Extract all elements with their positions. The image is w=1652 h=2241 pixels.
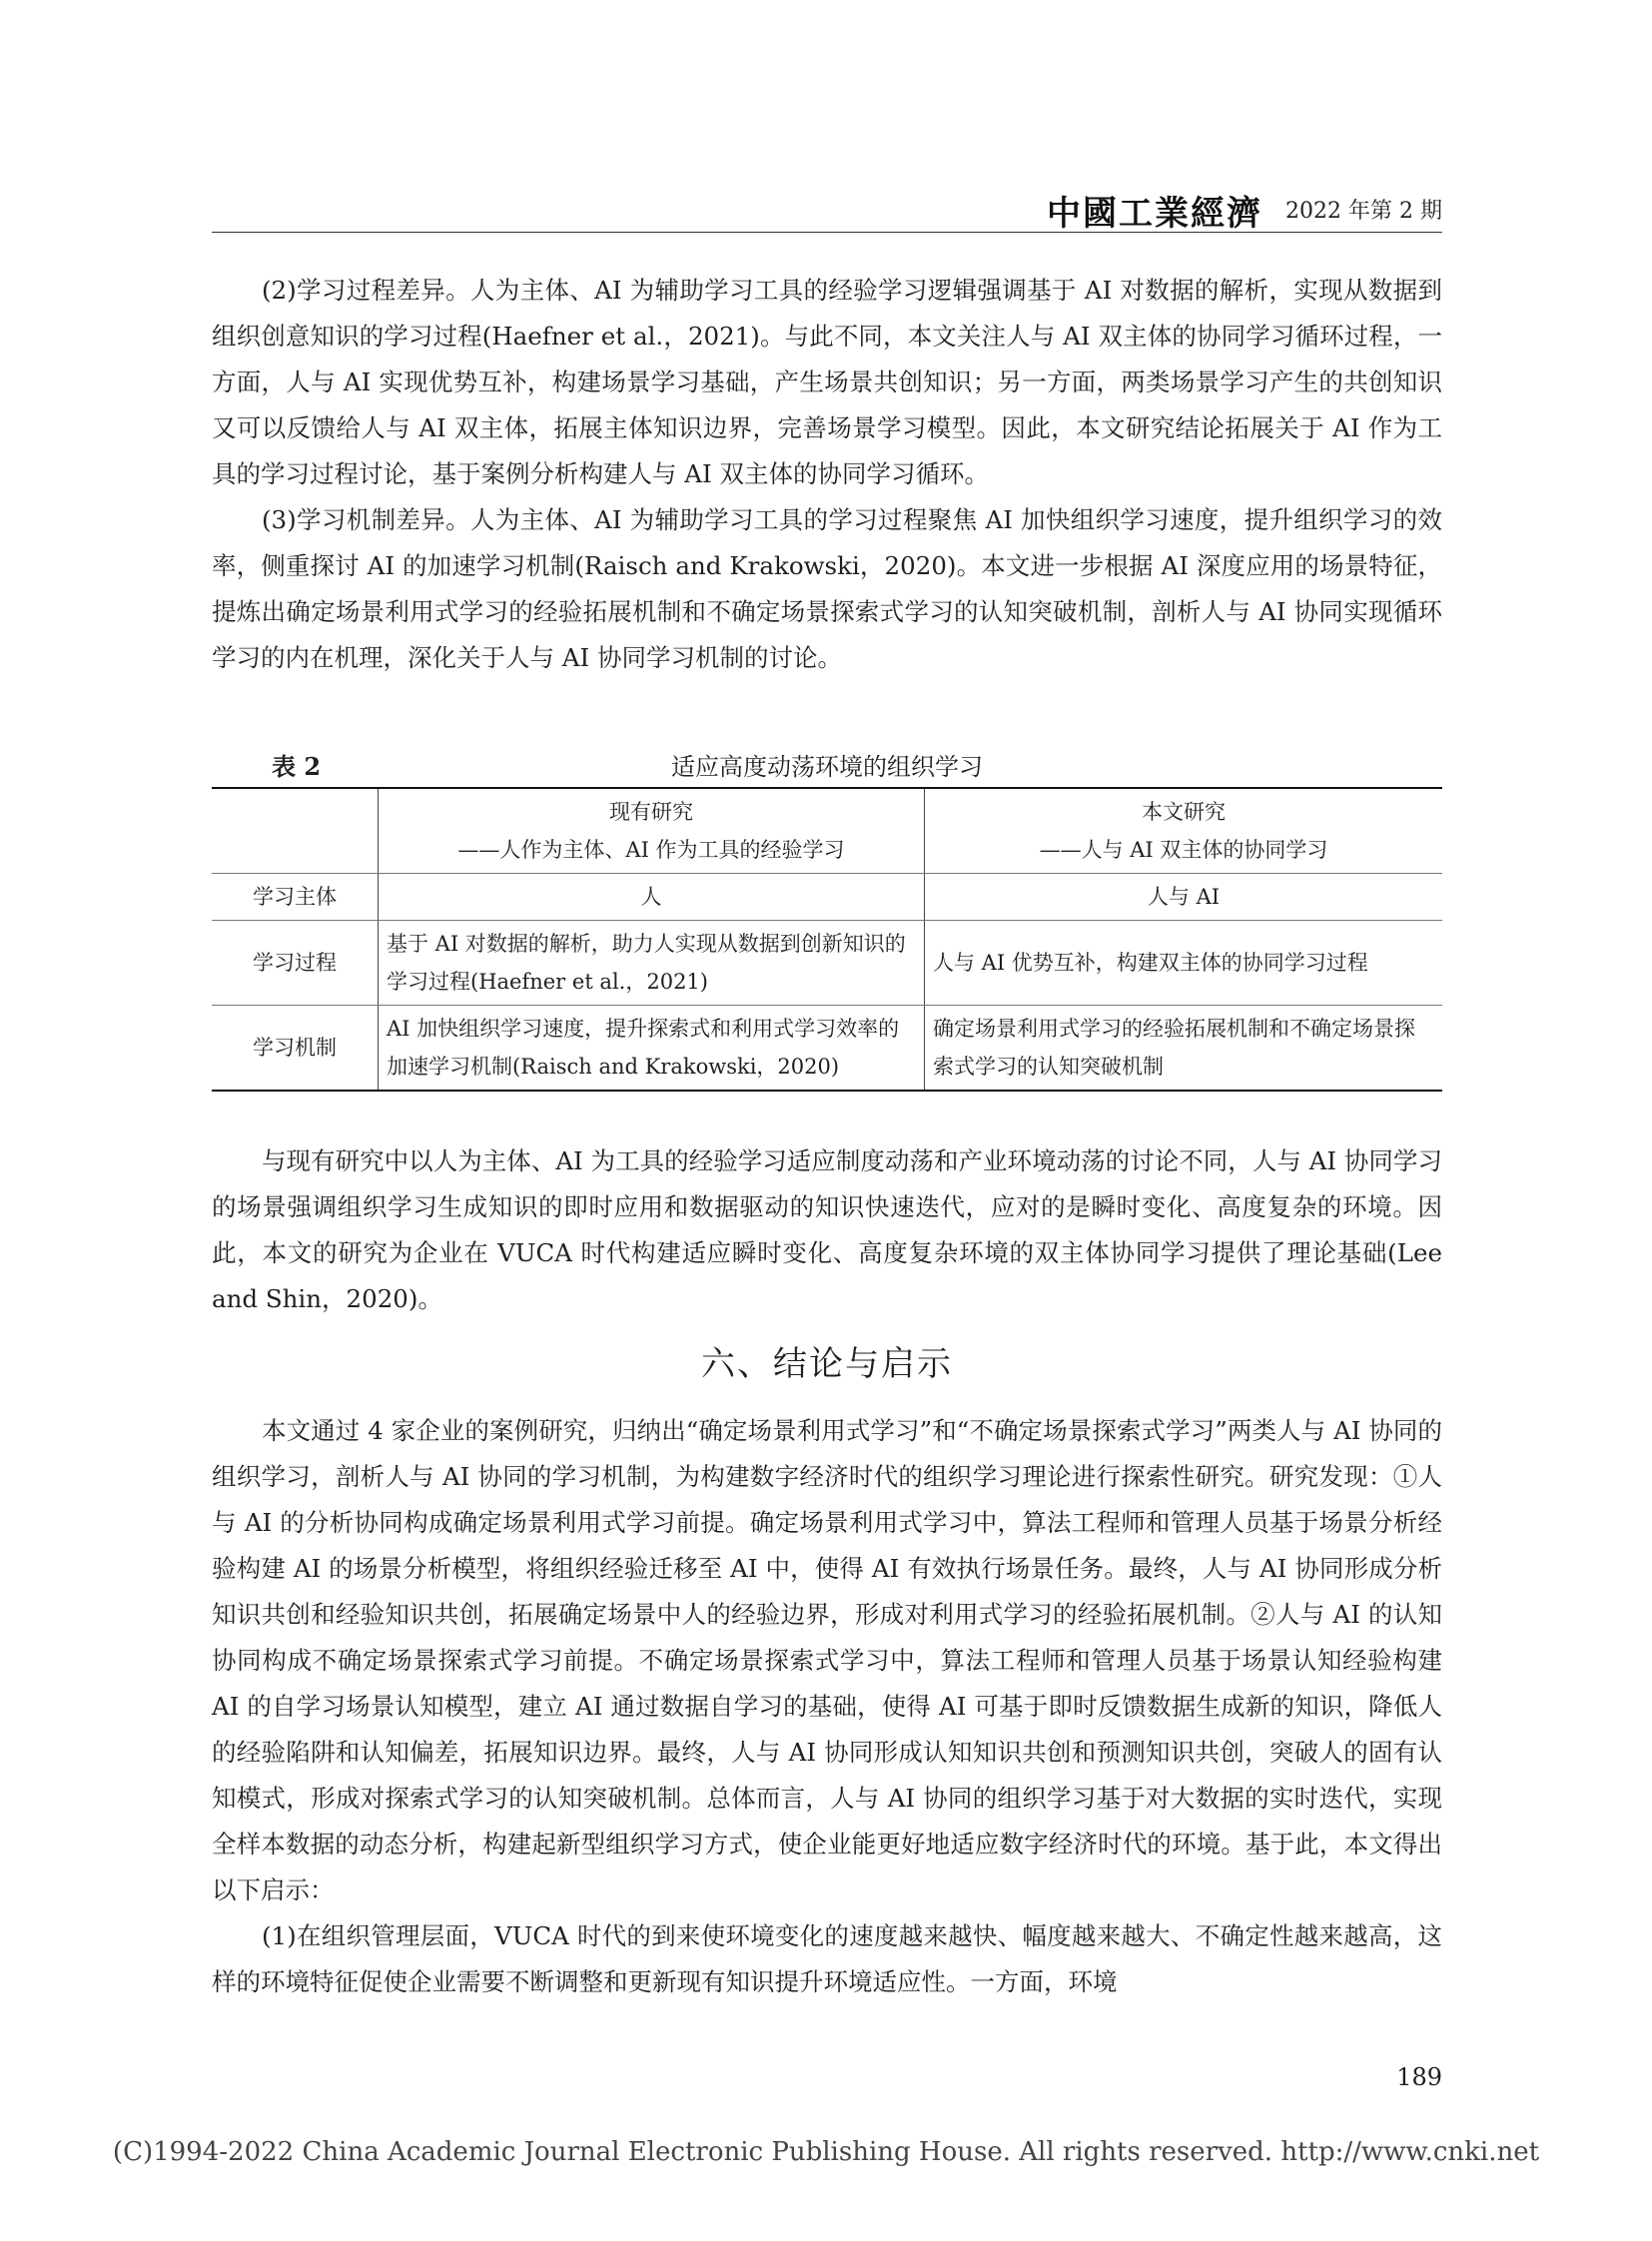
issue-label: 2022 年第 2 期 (1285, 199, 1442, 224)
cell-existing: 人 (379, 874, 925, 921)
row-label: 学习过程 (212, 921, 379, 1006)
table-number: 表 2 (272, 752, 322, 781)
cell-existing: 基于 AI 对数据的解析，助力人实现从数据到创新知识的学习过程(Haefner et al.，2021) (379, 921, 925, 1006)
paragraph: (2)学习过程差异。人为主体、AI 为辅助学习工具的经验学习逻辑强调基于 AI 对数据的解析，实现从数据到组织创意知识的学习过程(Haefner et al.，2021)。与此不同，本文关注人与 AI 双主体的协同学习循环过程，一方面，人与 AI 实现优势互补，构建场景学习基础，产生场景共创知识；另一方面，两类场景学习产生的共创知识又可以反馈给人与 AI 双主体，拓展主体知识边界，完善场景学习模型。因此，本文研究结论拓展关于 AI 作为工具的学习过程讨论，基于案例分析构建人与 AI 双主体的协同学习循环。 (212, 276, 1442, 488)
paragraph: 与现有研究中以人为主体、AI 为工具的经验学习适应制度动荡和产业环境动荡的讨论不同，人与 AI 协同学习的场景强调组织学习生成知识的即时应用和数据驱动的知识快速迭代，应对的是瞬时变化、高度复杂的环境。因此，本文的研究为企业在 VUCA 时代构建适应瞬时变化、高度复杂环境的双主体协同学习提供了理论基础(Lee and Shin，2020)。 (212, 1146, 1442, 1313)
paragraph: (1)在组织管理层面，VUCA 时代的到来使环境变化的速度越来越快、幅度越来越大、不确定性越来越高，这样的环境特征促使企业需要不断调整和更新现有知识提升环境适应性。一方面，环境 (212, 1921, 1442, 1996)
cell-existing: AI 加快组织学习速度，提升探索式和利用式学习效率的加速学习机制(Raisch and Krakowski，2020) (379, 1006, 925, 1092)
section-conclusions (212, 1408, 1442, 2005)
row-label: 学习机制 (212, 1006, 379, 1092)
page-header (212, 186, 1442, 233)
row-label: 学习主体 (212, 874, 379, 921)
table-header-row (212, 788, 1442, 874)
column-header-line: ——人作为主体、AI 作为工具的经验学习 (457, 838, 845, 862)
column-header-this (925, 788, 1443, 874)
table-row (212, 1006, 1442, 1092)
section-environment-discussion (212, 1138, 1442, 1322)
journal-name: 中國工業經濟 (1047, 194, 1262, 234)
table-row (212, 921, 1442, 1006)
paragraph: 本文通过 4 家企业的案例研究，归纳出“确定场景利用式学习”和“不确定场景探索式学习”两类人与 AI 协同的组织学习，剖析人与 AI 协同的学习机制，为构建数字经济时代的组织学习理论进行探索性研究。研究发现：①人与 AI 的分析协同构成确定场景利用式学习前提。确定场景利用式学习中，算法工程师和管理人员基于场景分析经验构建 AI 的场景分析模型，将组织经验迁移至 AI 中，使得 AI 有效执行场景任务。最终，人与 AI 协同形成分析知识共创和经验知识共创，拓展确定场景中人的经验边界，形成对利用式学习的经验拓展机制。②人与 AI 的认知协同构成不确定场景探索式学习前提。不确定场景探索式学习中，算法工程师和管理人员基于场景认知经验构建 AI 的自学习场景认知模型，建立 AI 通过数据自学习的基础，使得 AI 可基于即时反馈数据生成新的知识，降低人的经验陷阱和认知偏差，拓展知识边界。最终，人与 AI 协同形成认知知识共创和预测知识共创，突破人的固有认知模式，形成对探索式学习的认知突破机制。总体而言，人与 AI 协同的组织学习基于对大数据的实时迭代，实现全样本数据的动态分析，构建起新型组织学习方式，使企业能更好地适应数字经济时代的环境。基于此，本文得出以下启示： (212, 1416, 1442, 1904)
page-number: 189 (1396, 2063, 1442, 2091)
section-heading: 六、结论与启示 (701, 1344, 953, 1384)
cell-this: 人与 AI 优势互补，构建双主体的协同学习过程 (925, 921, 1443, 1006)
section-process-mechanism-differences (212, 268, 1442, 681)
column-header-line: ——人与 AI 双主体的协同学习 (1039, 838, 1328, 862)
column-header-line: 本文研究 (1142, 800, 1226, 824)
table-title: 适应高度动荡环境的组织学习 (671, 753, 983, 781)
column-header-line: 现有研究 (609, 800, 693, 824)
cell-this: 确定场景利用式学习的经验拓展机制和不确定场景探索式学习的认知突破机制 (925, 1006, 1443, 1092)
table-row (212, 874, 1442, 921)
table-corner-cell (212, 788, 379, 874)
copyright-footer: (C)1994-2022 China Academic Journal Electronic Publishing House. All rights reserved. http://www.cnki.net (112, 2137, 1540, 2167)
paragraph: (3)学习机制差异。人为主体、AI 为辅助学习工具的学习过程聚焦 AI 加快组织学习速度，提升组织学习的效率，侧重探讨 AI 的加速学习机制(Raisch and Krakowski，2020)。本文进一步根据 AI 深度应用的场景特征，提炼出确定场景利用式学习的经验拓展机制和不确定场景探索式学习的认知突破机制，剖析人与 AI 协同实现循环学习的内在机理，深化关于人与 AI 协同学习机制的讨论。 (212, 505, 1442, 672)
column-header-existing (379, 788, 925, 874)
cell-this: 人与 AI (925, 874, 1443, 921)
table-caption (212, 747, 1442, 783)
comparison-table (212, 787, 1442, 1092)
